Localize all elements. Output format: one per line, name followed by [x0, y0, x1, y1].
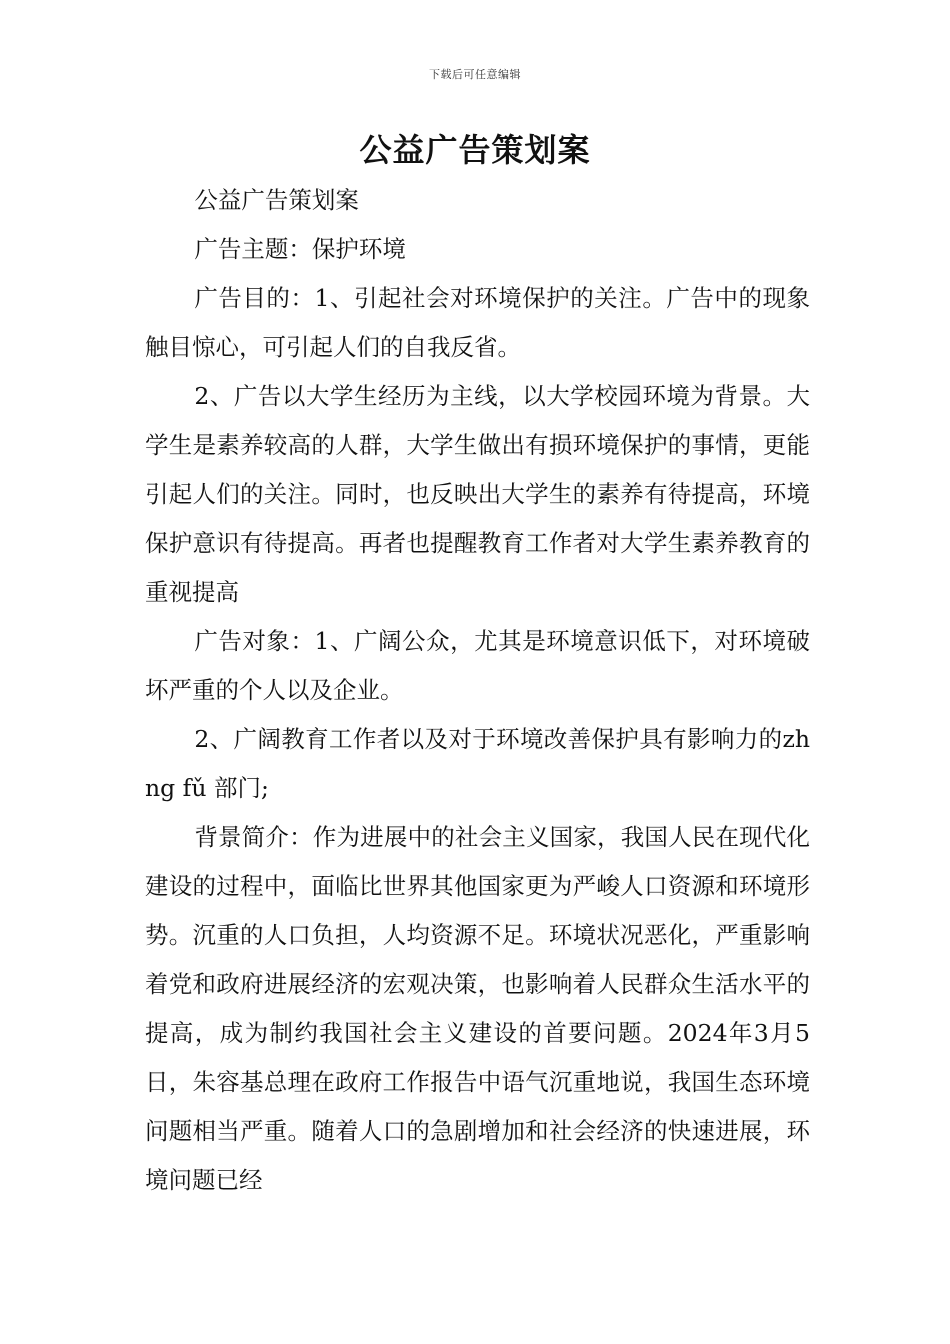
paragraph-doc-name: 公益广告策划案: [194, 186, 359, 214]
paragraph-purpose-1: 广告目的：1、引起社会对环境保护的关注。广告中的现象触目惊心，可引起人们的自我反省。: [145, 284, 810, 361]
header-note: 下载后可任意编辑: [429, 68, 521, 81]
paragraph-purpose-2: 2、广告以大学生经历为主线，以大学校园环境为背景。大学生是素养较高的人群，大学生做出有损环境保护的事情，更能引起人们的关注。同时，也反映出大学生的素养有待提高，环境保护意识有待提高。再者也提醒教育工作者对大学生素养教育的重视提高: [145, 382, 810, 606]
paragraph-audience-2: 2、广阔教育工作者以及对于环境改善保护具有影响力的zhng fǔ 部门;: [145, 725, 810, 802]
document-body: [145, 176, 810, 1205]
paragraph-background: 背景简介：作为进展中的社会主义国家，我国人民在现代化建设的过程中，面临比世界其他国家更为严峻人口资源和环境形势。沉重的人口负担，人均资源不足。环境状况恶化，严重影响着党和政府进展经济的宏观决策，也影响着人民群众生活水平的提高，成为制约我国社会主义建设的首要问题。2024年3月5日，朱容基总理在政府工作报告中语气沉重地说，我国生态环境问题相当严重。随着人口的急剧增加和社会经济的快速进展，环境问题已经: [145, 823, 810, 1194]
paragraph-audience-1: 广告对象：1、广阔公众，尤其是环境意识低下，对环境破坏严重的个人以及企业。: [145, 627, 810, 704]
paragraph-theme: 广告主题：保护环境: [194, 235, 406, 263]
document-title: 公益广告策划案: [359, 131, 591, 169]
